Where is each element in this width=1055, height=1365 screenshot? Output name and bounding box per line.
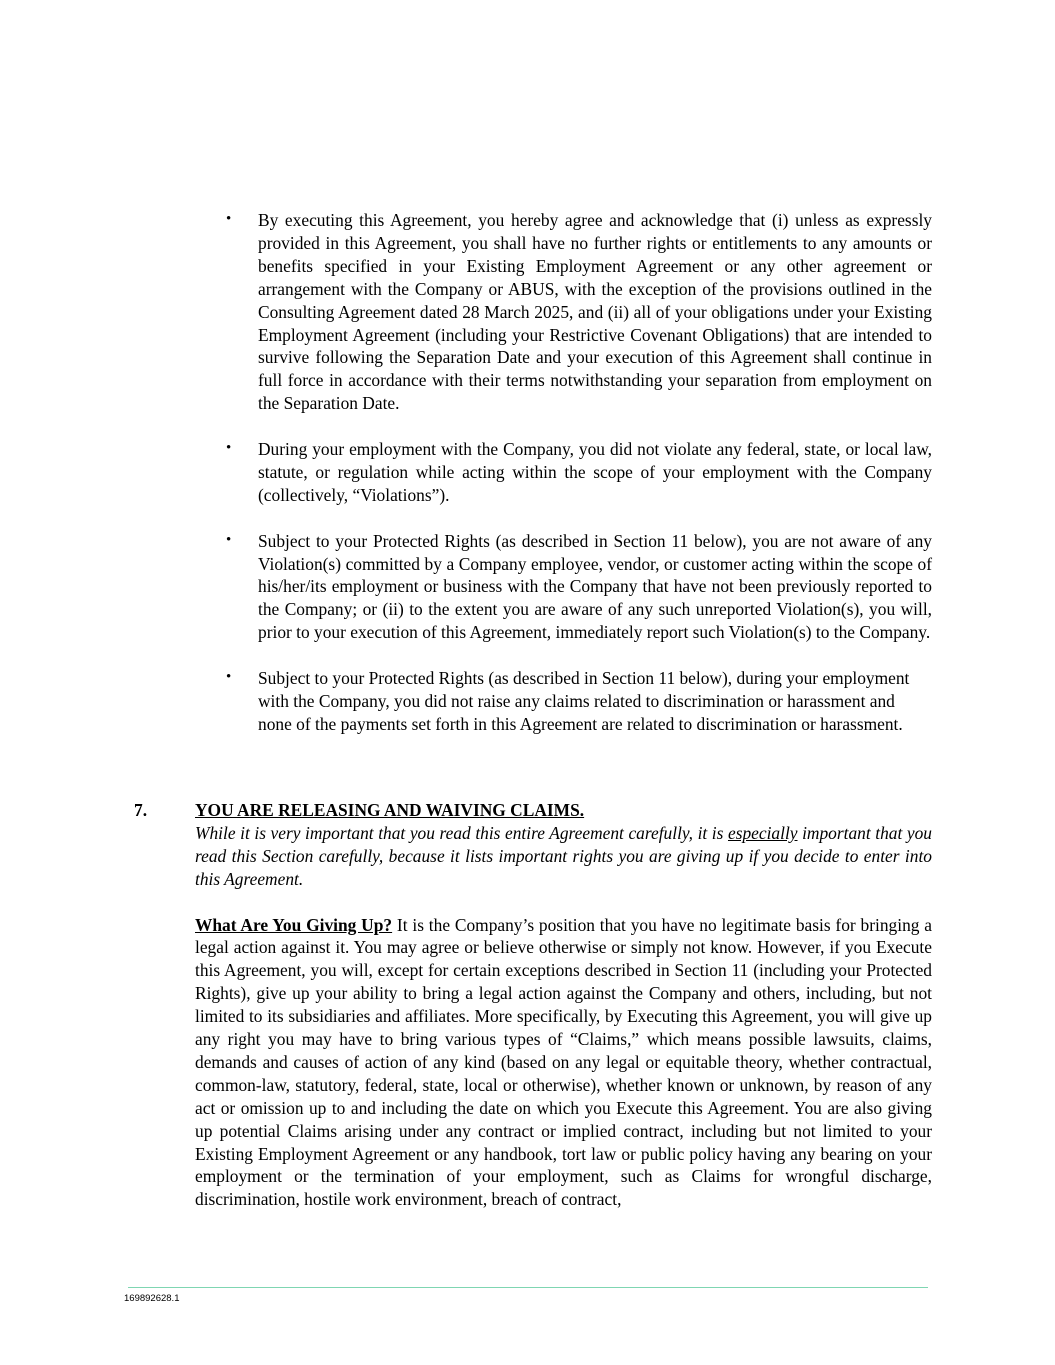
bullet-text: Subject to your Protected Rights (as described in Section 11 below), during your employment with the Company, you did not raise any claims related to discrimination or harassment and none of the payments set forth in this Agreement are related to discrimination or harassment.	[258, 668, 910, 734]
bullet-item	[226, 438, 932, 507]
paragraph-text: It is the Company’s position that you have no legitimate basis for bringing a legal action against it. You may agree or believe otherwise or simply not know. However, if you Execute this Agreement, you will, except for certain exceptions described in Section 11 (including your Protected Rights), give up your ability to bring a legal action against the Company and others, including, but not limited to its subsidiaries and affiliates. More specifically, by Executing this Agreement, you will give up any right you may have to bring various types of “Claims,” which means possible lawsuits, claims, demands and causes of action of any kind (based on any legal or equitable theory, whether contractual, common-law, statutory, federal, state, local or otherwise), whether known or unknown, by reason of any act or omission up to and including the date on which you Execute this Agreement. You are also giving up potential Claims arising under any contract or implied contract, including but not limited to your Existing Employment Agreement or any handbook, tort law or public policy having any bearing on your employment or the termination of your employment, such as Claims for wrongful discharge, discrimination, hostile work environment, breach of contract,	[195, 914, 933, 1210]
section-7	[134, 799, 932, 1211]
bullet-icon: •	[226, 531, 232, 548]
intro-text-rest: important that you read this Section carefully, because it lists important rights you are giving up if you decide to enter into this Agreement.	[195, 822, 932, 889]
bullet-item	[226, 667, 932, 736]
bullet-icon: •	[226, 440, 232, 457]
bullet-item	[226, 530, 932, 645]
bullet-list	[226, 209, 932, 759]
section-title: YOU ARE RELEASING AND WAIVING CLAIMS.	[195, 800, 585, 820]
section-body	[195, 914, 932, 1212]
bullet-text: During your employment with the Company, you did not violate any federal, state, or local law, statute, or regulation while acting within the scope of your employment with the Company (collectively, “Violations”).	[258, 439, 932, 505]
bullet-item	[226, 209, 932, 415]
bullet-icon: •	[226, 669, 232, 686]
bullet-text: By executing this Agreement, you hereby agree and acknowledge that (i) unless as expressly provided in this Agreement, you shall have no further rights or entitlements to any amounts or benefits specified in your Existing Employment Agreement or any other agreement or arrangement with the Company or ABUS, with the exception of the provisions outlined in the Consulting Agreement dated 28 March 2025, and (ii) all of your obligations under your Existing Employment Agreement (including your Restrictive Covenant Obligations) that are intended to survive following the Separation Date and your execution of this Agreement shall continue in full force in accordance with their terms notwithstanding your separation from employment on the Separation Date.	[258, 210, 932, 414]
section-number: 7.	[134, 800, 148, 820]
bullet-text: Subject to your Protected Rights (as described in Section 11 below), you are not aware of any Violation(s) committed by a Company employee, vendor, or customer acting within the scope of his/her/its employment or business with the Company that have not been previously reported to the Company; or (ii) to the extent you are aware of any such unreported Violation(s), you will, prior to your execution of this Agreement, immediately report such Violation(s) to the Company.	[258, 530, 932, 643]
bullet-icon: •	[226, 211, 232, 227]
intro-text: While it is very important that you read this entire Agreement carefully, it is	[195, 822, 728, 843]
footer-rule	[128, 1287, 928, 1288]
section-heading	[134, 799, 932, 822]
section-intro	[195, 822, 932, 891]
paragraph-lead: What Are You Giving Up?	[195, 914, 393, 935]
footer-doc-id: 169892628.1	[124, 1293, 180, 1304]
intro-emphasis: especially	[727, 822, 798, 843]
